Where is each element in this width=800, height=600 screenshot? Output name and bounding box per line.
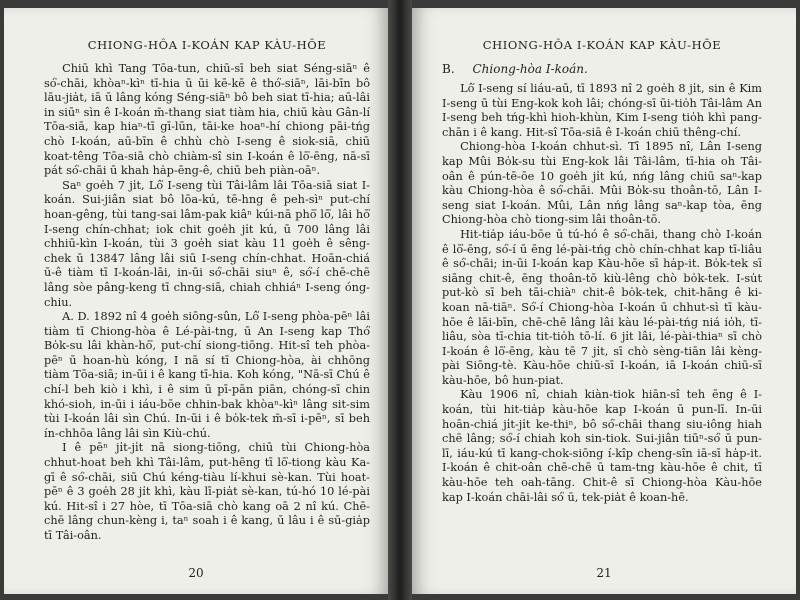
running-header: CHIONG-HÔA I-KOÁN KAP KÀU-HŌE — [482, 38, 722, 52]
page-number: 21 — [596, 566, 612, 580]
paragraph: A. D. 1892 nî 4 goe̍h siōng-sûn, Lô͘ I-seng phòa-pēⁿ lâi tiàm tī Chiong-hòa ê Lé-pài-tng, ū An I-seng kap Thó͘ Bo̍k-su lâi khàn-hō͘, put-chí siong-tiōng. Hit-sî teh phòa-pēⁿ ū hoan-hù kóng, I nā sí tī Chiong-hòa, ài chhōng tiàm Tōa-siā; in-ūi i ê kang tī-hia. Koh kóng, "Nā-sī Chú ê chí-l beh kiò i khì, i ê sim ū pī-pān piān, chóng-sī chin khó-sioh, in-ūi i iáu-bōe chhin-bak khòaⁿ-kìⁿ lâng sit-sim tùi I-koán lâi sìn Chú. In-ūi i ê bo̍k-tek m̄-sī i-pēⁿ, sī beh ín-chhōa lâng lâi sìn Kiù-chú. — [44, 310, 370, 440]
book-gutter — [388, 0, 412, 600]
left-page — [4, 8, 388, 594]
right-page — [412, 8, 796, 594]
paragraph: Saⁿ goe̍h 7 ji̍t, Lô͘ I-seng tùi Tâi-lâm lâi Tōa-siā siat I-koán. Sui-jiân siat bô lōa-kú, tē-hng ê peh-sìⁿ put-chí hoan-gêng, tùi tang-sai lâm-pak kiâⁿ kúi-nā phō͘ lō͘, lâi hō͘ I-seng chín-chhat; iok chit goe̍h ji̍t kú, ū 700 lâng lâi chhiū-kìn I-koán, tùi 3 goe̍h siat kàu 11 goe̍h ê sêng-chek ū 13847 lâng lâi siū I-seng chín-chhat. Hoān-chiá ū-ê tiàm tī I-koán-lāi, in-ūi só͘-chāi siuⁿ ê, só͘-í chē-chē lâng sòe pâng-keng tī chng-siā, chiah chhiáⁿ I-seng óng-chiu. — [44, 178, 370, 309]
paragraph: Lô͘ I-seng sí liáu-aū, tī 1893 nî 2 goe̍h 8 ji̍t, sin ê Kim I-seng ū tùi Eng-kok koh lâi; chóng-sī ūi-tio̍h Tâi-lâm An I-seng beh tńg-khì hioh-khùn, Kim I-seng tio̍h khì pang-chān i ê kang. Hit-sî Tōa-siā ê I-koán chiū thêng-chí. — [442, 82, 762, 139]
section-letter: B. — [442, 62, 455, 76]
paragraph: Chiū khì Tang Tōa-tun, chiū-sī beh siat Séng-siāⁿ ê só͘-chāi, khòaⁿ-kìⁿ tī-hia ū ūi kē-kē ê thó͘-siāⁿ, lāi-bīn bô lāu-jia̍t, iā ū lâng kóng Séng-siāⁿ bô beh siat tī-hia; aū-lâi in siūⁿ sìn ê I-koán m̄-thang siat tiàm hia, chiū kàu Gân-lí Tōa-siā, kap hiaⁿ-tī gī-lūn, tāi-ke hoaⁿ-hí chiong pāi-tńg chò I-koán, aū-bīn ê chhù chò I-seng ê siok-siā, chiū koat-têng Tōa-siā chò chiàm-sî sin I-koán ê lō͘-ēng, nā-sī pát só͘-chāi ū khah ha̍p-ēng-ê, chiū beh piàn-oāⁿ. — [44, 62, 370, 178]
paragraph: Kàu 1906 nî, chiah kiàn-tiok hiān-sî teh ēng ê I-koán, tùi hit-tia̍p kàu-hōe kap I-koán ū pun-lī. In-ūi hoān-chiá ji̍t-ji̍t ke-thiⁿ, bô só͘-chāi thang siu-iông hiah chē lâng; só͘-í chiah koh sin-tiok. Sui-jiân tiūⁿ-só͘ ū pun-lī, iáu-kú tī kang-chok-siōng í-kîp cheng-sîn iā-sī ha̍p-it. I-koán ê chit-oân chē-chē ū tam-tng kàu-hōe ê chit, tī kàu-hōe teh oah-tāng. Chit-ê sī Chiong-hòa Kàu-hōe kap I-koán chāi-lâi só͘ ū, tek-pia̍t ê koan-hē. — [442, 388, 762, 504]
paragraph: I ê pēⁿ ji̍t-ji̍t nā siong-tiōng, chiū tùi Chiong-hòa chhut-hoat beh khì Tâi-lâm, put-hēng tī lō͘-tiong kàu Ka-gī ê só͘-chāi, siū Chú kéng-tiàu lí-khui sè-kan. Tùi hoat-pēⁿ ê 3 goe̍h 28 ji̍t khì, kàu lī-pia̍t sè-kan, tú-hó 10 lé-pài kú. Hit-sî i 27 hòe, tī Tōa-siā chò kang oā 2 nî kú. Chē-chē lâng chun-kèng i, taⁿ soah i ê kang, ū lâu i ê sū-gia̍p tī Tâi-oân. — [44, 441, 370, 542]
running-header: CHIONG-HÔA I-KOÁN KAP KÀU-HŌE — [87, 38, 327, 52]
paragraph: Chiong-hòa I-koán chhut-sì. Tī 1895 nî, Lân I-seng kap Mûi Bo̍k-su tùi Eng-kok lâi Tâi-lâm, tī-hia oh Tâi-oân ê pún-tē-ōe 10 goe̍h ji̍t kú, nńg lâng chiū saⁿ-kap kàu Chiong-hòa ê só͘-chāi. Mûi Bo̍k-su thoân-tō, Lân I-seng siat I-koán. Mûi, Lân nńg lâng saⁿ-kap tòa, ēng Chiong-hòa chò tiong-sim lâi thoân-tō. — [442, 140, 762, 227]
section-title: Chiong-hòa I-koán. — [472, 62, 588, 76]
paragraph: Hit-tia̍p iáu-bōe ū tú-hó ê só͘-chāi, thang chò I-koán ê lō͘-ēng, só͘-í ū ēng lé-pài-tńg chò chín-chhat kap tī-liâu ê só͘-chāi; in-ūi I-koán kap Kàu-hōe sī ha̍p-it. Bo̍k-tek sī siāng chit-ê, ēng thoân-tō kiù-lêng chò bo̍k-tek. I-su̍t put-kò sī beh tāi-chiàⁿ chit-ê bo̍k-tek, chit-hāng ê ki-koan nā-tiāⁿ. Só͘-í Chiong-hòa I-koán ū chhut-sì tī kàu-hōe ê lāi-bīn, chē-chē lâng lâi kàu lé-pài-tńg niá io̍h, tī-liâu, sòa tī-chia tit-tio̍h tō-lí. 6 ji̍t lâi, lé-pài-thiaⁿ sī chò I-koán ê lō͘-ēng, kàu tē 7 ji̍t, sī chò sèng-tiān lâi kèng-pài Siōng-tè. Kàu-hōe chiū-sī I-koán, iā I-koán chiū-sī kàu-hōe, bô hun-piat. — [442, 227, 762, 387]
page-number: 20 — [188, 566, 204, 580]
section-heading — [442, 62, 762, 76]
